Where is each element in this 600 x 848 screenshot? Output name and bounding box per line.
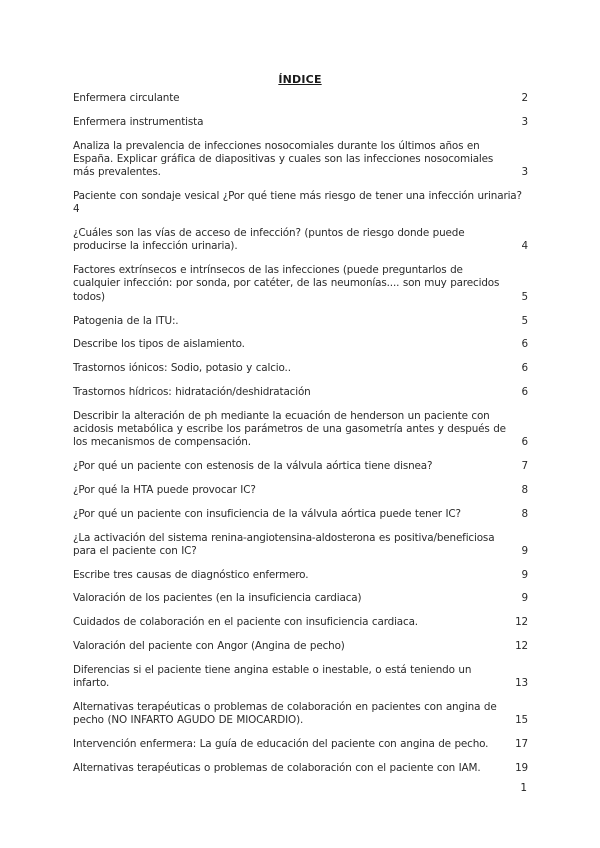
toc-entry-page: 6	[521, 385, 528, 398]
toc-entry[interactable]	[73, 460, 528, 473]
toc-entry[interactable]	[73, 264, 528, 304]
toc-entry-text: ¿La activación del sistema renina-angiotensina-aldosterona es positiva/beneficiosa para el paciente con IC?	[73, 531, 495, 557]
toc-entry[interactable]	[73, 532, 528, 559]
toc-entry-text: Alternativas terapéuticas o problemas de colaboración con el paciente con IAM.	[73, 761, 481, 774]
toc-entry-page: 8	[521, 507, 528, 520]
toc-entry-text: Describir la alteración de ph mediante la ecuación de henderson un paciente con acidosis metabólica y escribe los parámetros de una gasometría antes y después de los mecanismos de compensación.	[73, 409, 506, 449]
toc-entry-page: 17	[515, 738, 528, 750]
toc-entry-text: Escribe tres causas de diagnóstico enfermero.	[73, 568, 309, 581]
toc-entry-text: Factores extrínsecos e intrínsecos de las infecciones (puede preguntarlos de cualquier infección: por sonda, por catéter, de las neumonías.... son muy parecidos todos)	[73, 264, 500, 303]
toc-entry-page: 19	[515, 761, 528, 774]
toc-entry-page: 6	[521, 436, 528, 449]
toc-entry-page: 8	[521, 483, 528, 496]
toc-entry[interactable]	[73, 116, 528, 129]
toc-entry-page: 12	[515, 640, 528, 653]
toc-entry-page: 9	[521, 592, 528, 605]
toc-entry-text: Trastornos iónicos: Sodio, potasio y calcio..	[73, 362, 291, 375]
toc-entry[interactable]	[73, 140, 528, 180]
toc-entry-page: 6	[521, 362, 528, 375]
toc-entry[interactable]	[73, 762, 528, 775]
toc-entry-text: ¿Por qué la HTA puede provocar IC?	[73, 483, 256, 496]
toc-entry[interactable]	[73, 386, 528, 399]
toc-entry[interactable]	[73, 227, 528, 254]
toc-entry-text: Paciente con sondaje vesical ¿Por qué tiene más riesgo de tener una infección urinaria?	[73, 189, 522, 202]
toc-entry-text: ¿Por qué un paciente con estenosis de la válvula aórtica tiene disnea?	[73, 460, 433, 473]
toc-entry[interactable]	[73, 640, 528, 653]
toc-entry-text: Cuidados de colaboración en el paciente con insuficiencia cardiaca.	[73, 616, 418, 629]
toc-entry-page: 4	[73, 203, 80, 216]
toc-entry-page: 3	[521, 115, 528, 128]
toc-entry-text: Enfermera circulante	[73, 92, 180, 104]
toc-entry[interactable]	[73, 484, 528, 497]
toc-entry[interactable]	[73, 664, 528, 691]
toc-entry[interactable]	[73, 410, 528, 450]
toc-entry-page: 4	[521, 240, 528, 253]
toc-entry[interactable]	[73, 616, 528, 629]
toc-entry[interactable]	[73, 92, 528, 105]
toc-entry[interactable]	[73, 701, 528, 728]
toc-entry-page: 13	[515, 677, 528, 690]
toc-entry-text: Trastornos hídricos: hidratación/deshidratación	[73, 385, 311, 398]
toc-entry-text: Diferencias si el paciente tiene angina estable o inestable, o está teniendo un infarto.	[73, 663, 472, 690]
toc-entry-page: 15	[515, 714, 528, 727]
toc-entry[interactable]	[73, 315, 528, 328]
toc-entry-page: 9	[521, 568, 528, 581]
toc-entry-text: Alternativas terapéuticas o problemas de colaboración en pacientes con angina de pecho (NO INFARTO AGUDO DE MIOCARDIO).	[73, 700, 497, 727]
toc-entry-text: Valoración de los pacientes (en la insuficiencia cardiaca)	[73, 592, 362, 605]
toc-entry[interactable]	[73, 362, 528, 375]
toc-entry[interactable]	[73, 338, 528, 351]
toc-entry-text: Patogenia de la ITU:.	[73, 314, 179, 327]
toc-entry[interactable]	[73, 569, 528, 582]
toc-entry[interactable]	[73, 738, 528, 751]
toc-entry-text: Analiza la prevalencia de infecciones nosocomiales durante los últimos años en España. Explicar gráfica de diapositivas y cuales son las infecciones nosocomiales más prevalentes.	[73, 139, 494, 179]
toc-entry-text: Describe los tipos de aislamiento.	[73, 338, 245, 351]
toc-entry-page: 12	[515, 616, 528, 629]
toc-entry-text: Valoración del paciente con Angor (Angina de pecho)	[73, 640, 345, 653]
toc-entry-text: ¿Por qué un paciente con insuficiencia de la válvula aórtica puede tener IC?	[73, 507, 461, 520]
table-of-contents	[73, 92, 528, 786]
toc-entry-page: 7	[521, 460, 528, 473]
index-title: ÍNDICE	[278, 73, 322, 86]
page-number: 1	[520, 782, 527, 794]
toc-entry-text: Intervención enfermera: La guía de educación del paciente con angina de pecho.	[73, 738, 489, 750]
toc-entry-page: 5	[521, 314, 528, 327]
toc-entry[interactable]	[73, 592, 528, 605]
toc-entry-page: 6	[521, 338, 528, 351]
toc-entry-page: 9	[521, 544, 528, 557]
toc-entry-text: ¿Cuáles son las vías de acceso de infección? (puntos de riesgo donde puede producirse la infección urinaria).	[73, 227, 465, 253]
toc-entry[interactable]	[73, 190, 528, 217]
toc-entry-page: 2	[521, 92, 528, 104]
toc-entry-text: Enfermera instrumentista	[73, 115, 204, 128]
toc-entry-page: 5	[521, 290, 528, 303]
toc-entry[interactable]	[73, 508, 528, 521]
toc-entry-page: 3	[521, 166, 528, 179]
